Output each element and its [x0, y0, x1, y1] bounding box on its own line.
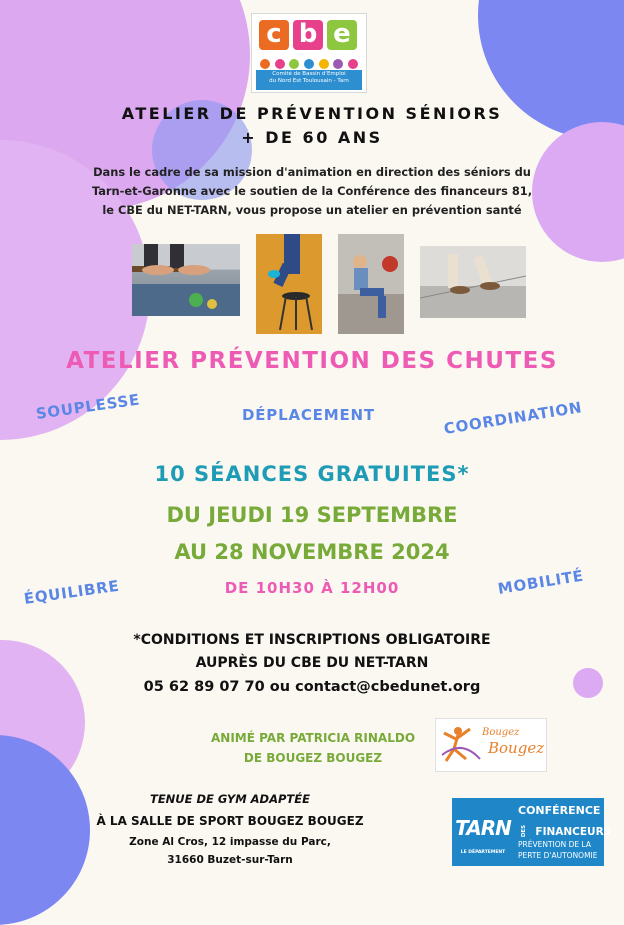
venue-place: À LA SALLE DE SPORT BOUGEZ BOUGEZ [96, 814, 364, 828]
bougez-bougez-logo [435, 718, 547, 772]
sessions-dates-line1: DU JEUDI 19 SEPTEMBRE [166, 503, 458, 527]
sessions-hours: DE 10H30 À 12H00 [224, 579, 400, 597]
animator-line1: ANIMÉ PAR PATRICIA RINALDO [210, 731, 416, 745]
keyword-deplacement: DÉPLACEMENT [242, 406, 375, 424]
photo-woman-fallen [338, 234, 404, 334]
cbe-logo [251, 13, 367, 93]
bougez-word1: Bougez [482, 727, 520, 738]
workshop-headline: ATELIER PRÉVENTION DES CHUTES [66, 348, 558, 374]
main-title-line2: + DE 60 ANS [241, 128, 383, 147]
keyword-equilibre: ÉQUILIBRE [22, 576, 121, 608]
tarn-wordmark: TARN [455, 816, 511, 840]
logo-subtitle: Comité de Bassin d'Emploi du Nord Est Toulousain - Tarn [256, 70, 362, 90]
keyword-coordination: COORDINATION [442, 398, 584, 438]
contact-info: 05 62 89 07 70 ou contact@cbedunet.org [143, 679, 481, 695]
tarn-departement: LE DÉPARTEMENT [460, 850, 506, 855]
conference-line4: PERTE D'AUTONOMIE [518, 851, 598, 860]
intro-text [0, 163, 624, 220]
conference-financeurs-logo [452, 798, 612, 866]
bougez-word2: Bougez [488, 739, 545, 757]
photo-person-on-stool [256, 234, 322, 334]
main-title-line1: ATELIER DE PRÉVENTION SÉNIORS [121, 104, 503, 123]
logo-letter-c: c [259, 20, 289, 50]
photo-foot-slipping [420, 246, 526, 318]
venue-address1: Zone Al Cros, 12 impasse du Parc, [129, 836, 331, 848]
sessions-count: 10 SÉANCES GRATUITES* [154, 462, 470, 486]
intro-line3: le CBE du NET-TARN, vous propose un atelier en prévention santé [102, 203, 522, 217]
conditions-line2: AUPRÈS DU CBE DU NET-TARN [195, 655, 429, 671]
logo-letter-e: e [327, 20, 357, 50]
decor-circle-bottom-left-blue [0, 735, 90, 925]
photo-feet-on-shelf [132, 244, 240, 316]
keyword-mobilite: MOBILITÉ [496, 566, 586, 598]
conference-financeurs: FINANCEURS [535, 826, 612, 838]
logo-letter-b: b [293, 20, 323, 50]
intro-line1: Dans le cadre de sa mission d'animation en direction des séniors du [93, 165, 531, 179]
conference-des: DES [521, 824, 528, 837]
conditions-line1: *CONDITIONS ET INSCRIPTIONS OBLIGATOIRE [133, 632, 491, 648]
venue-outfit: TENUE DE GYM ADAPTÉE [149, 792, 310, 806]
animator-line2: DE BOUGEZ BOUGEZ [243, 751, 383, 765]
keyword-souplesse: SOUPLESSE [34, 390, 142, 423]
intro-line2: Tarn-et-Garonne avec le soutien de la Conférence des financeurs 81, [91, 184, 533, 198]
conference-line1: CONFÉRENCE [518, 804, 601, 817]
sessions-dates-line2: AU 28 NOVEMBRE 2024 [174, 540, 450, 564]
venue-address2: 31660 Buzet-sur-Tarn [167, 854, 293, 866]
logo-people-icons [260, 59, 358, 69]
conference-line3: PRÉVENTION DE LA [518, 840, 592, 849]
